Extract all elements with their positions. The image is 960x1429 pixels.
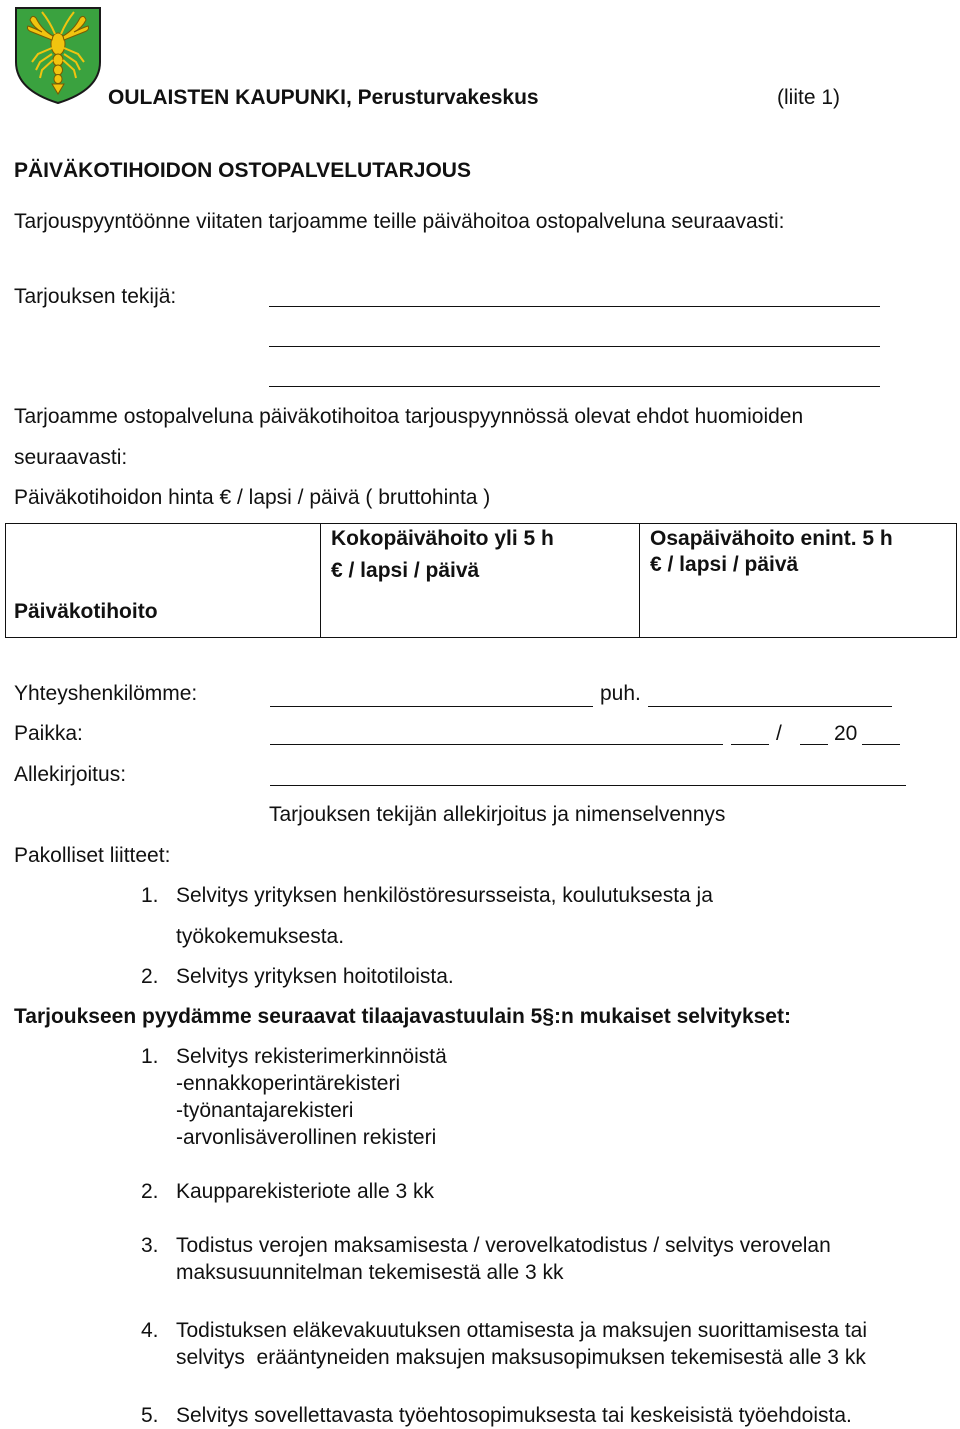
requested-item-line: -työnantajarekisteri bbox=[176, 1099, 354, 1122]
requested-item-line: Selvitys sovellettavasta työehtosopimuksesta tai keskeisistä työehdoista. bbox=[176, 1404, 852, 1427]
coat-of-arms-logo bbox=[12, 4, 104, 106]
mandatory-item-text: Selvitys yrityksen hoitotiloista. bbox=[176, 965, 454, 988]
price-table bbox=[5, 523, 957, 638]
document-title: PÄIVÄKOTIHOIDON OSTOPALVELUTARJOUS bbox=[14, 159, 471, 182]
terms-text-line-2: seuraavasti: bbox=[14, 446, 128, 469]
mandatory-item-text: Selvitys yrityksen henkilöstöresursseista, koulutuksesta ja bbox=[176, 884, 713, 907]
col-header-full-day-unit: € / lapsi / päivä bbox=[331, 559, 480, 582]
date-day-line[interactable] bbox=[731, 744, 769, 745]
requested-item-line: -arvonlisäverollinen rekisteri bbox=[176, 1126, 437, 1149]
contact-name-line[interactable] bbox=[270, 706, 593, 707]
date-year-line[interactable] bbox=[862, 744, 900, 745]
price-full-day-field[interactable] bbox=[325, 583, 633, 633]
phone-label: puh. bbox=[600, 682, 641, 705]
place-line[interactable] bbox=[270, 744, 723, 745]
requested-item-num: 1. bbox=[141, 1045, 159, 1068]
mandatory-heading: Pakolliset liitteet: bbox=[14, 844, 171, 867]
organization-name: OULAISTEN KAUPUNKI, Perusturvakeskus bbox=[108, 86, 539, 109]
terms-text-line-1: Tarjoamme ostopalveluna päiväkotihoitoa tarjouspyynnössä olevat ehdot huomioiden bbox=[14, 405, 804, 428]
year-prefix: 20 bbox=[834, 722, 858, 745]
mandatory-item-text-cont: työkokemuksesta. bbox=[176, 925, 345, 948]
requested-item-num: 5. bbox=[141, 1404, 159, 1427]
price-part-day-field[interactable] bbox=[644, 583, 951, 633]
requested-item-num: 3. bbox=[141, 1234, 159, 1257]
requested-item-num: 4. bbox=[141, 1319, 159, 1342]
requested-item-line: Selvitys rekisterimerkinnöistä bbox=[176, 1045, 447, 1068]
offerer-line-2[interactable] bbox=[269, 346, 880, 347]
col-header-part-day-unit: € / lapsi / päivä bbox=[650, 553, 799, 576]
offerer-line-1[interactable] bbox=[269, 306, 880, 307]
mandatory-item-num: 2. bbox=[141, 965, 159, 988]
requested-item-line: -ennakkoperintärekisteri bbox=[176, 1072, 401, 1095]
intro-text: Tarjouspyyntöönne viitaten tarjoamme teille päivähoitoa ostopalveluna seuraavasti: bbox=[14, 210, 785, 233]
offerer-label: Tarjouksen tekijä: bbox=[14, 285, 177, 308]
date-separator: / bbox=[776, 722, 782, 745]
signature-caption: Tarjouksen tekijän allekirjoitus ja nimenselvennys bbox=[269, 803, 726, 826]
signature-label: Allekirjoitus: bbox=[14, 763, 127, 786]
date-month-line[interactable] bbox=[800, 744, 828, 745]
requested-item-line: Todistus verojen maksamisesta / verovelkatodistus / selvitys verovelan bbox=[176, 1234, 831, 1257]
requested-item-line: Todistuksen eläkevakuutuksen ottamisesta ja maksujen suorittamisesta tai bbox=[176, 1319, 868, 1342]
attachment-label: (liite 1) bbox=[777, 86, 841, 109]
requested-item-line: Kaupparekisteriote alle 3 kk bbox=[176, 1180, 434, 1203]
requested-item-line: selvitys erääntyneiden maksujen maksusopimuksen tekemisestä alle 3 kk bbox=[176, 1346, 866, 1369]
price-heading: Päiväkotihoidon hinta € / lapsi / päivä ( bruttohinta ) bbox=[14, 486, 491, 509]
phone-line[interactable] bbox=[648, 706, 892, 707]
requested-item-num: 2. bbox=[141, 1180, 159, 1203]
row-label-daycare: Päiväkotihoito bbox=[14, 600, 158, 623]
signature-line[interactable] bbox=[270, 785, 906, 786]
col-header-part-day: Osapäivähoito enint. 5 h bbox=[650, 527, 893, 550]
place-label: Paikka: bbox=[14, 722, 83, 745]
offerer-line-3[interactable] bbox=[269, 386, 880, 387]
mandatory-item-num: 1. bbox=[141, 884, 159, 907]
requested-item-line: maksusuunnitelman tekemisestä alle 3 kk bbox=[176, 1261, 564, 1284]
col-header-full-day: Kokopäivähoito yli 5 h bbox=[331, 527, 554, 550]
contact-label: Yhteyshenkilömme: bbox=[14, 682, 198, 705]
requested-heading: Tarjoukseen pyydämme seuraavat tilaajavastuulain 5§:n mukaiset selvitykset: bbox=[14, 1005, 791, 1028]
